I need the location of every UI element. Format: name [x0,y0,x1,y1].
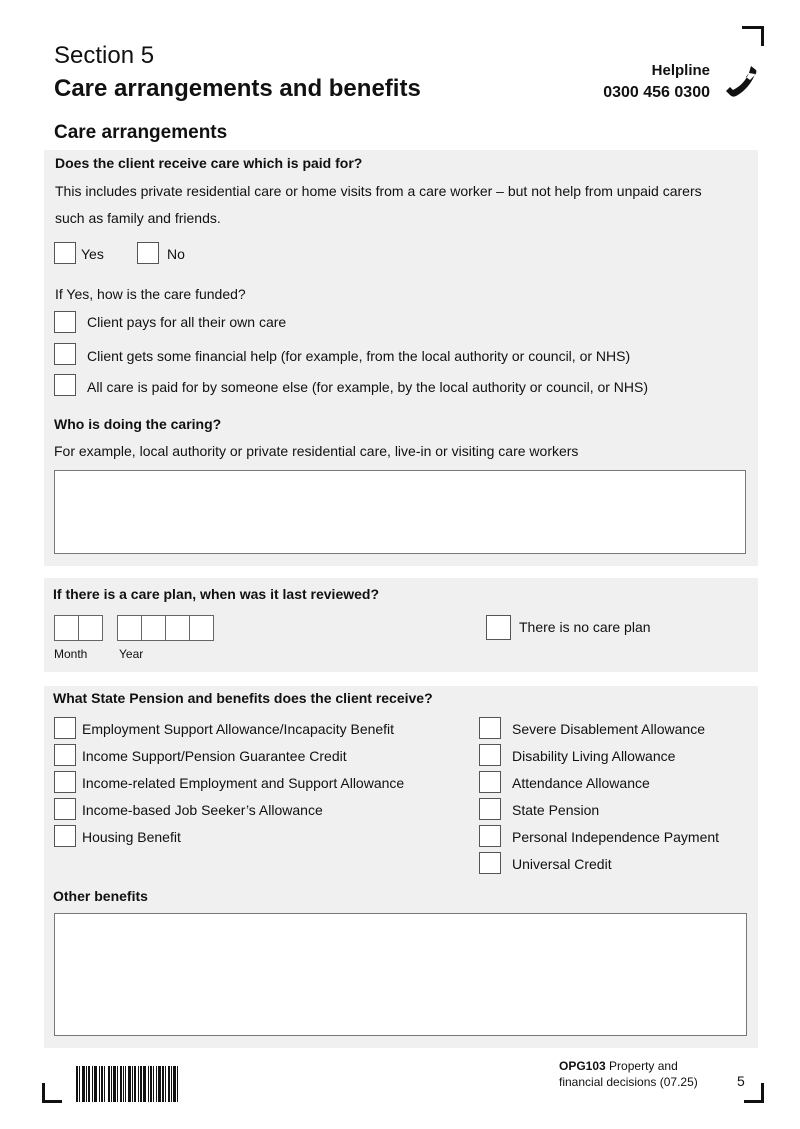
funding-option-checkbox[interactable] [54,311,76,333]
year-input[interactable] [117,615,213,641]
section-number: Section 5 [54,42,155,69]
no-care-plan-label: There is no care plan [519,619,651,635]
no-care-plan-checkbox[interactable] [486,615,511,640]
no-checkbox[interactable] [137,242,159,264]
benefit-checkbox[interactable] [479,825,501,847]
caring-question: Who is doing the caring? [54,416,222,432]
year-digit-box[interactable] [141,615,166,641]
benefit-checkbox[interactable] [479,771,501,793]
year-label: Year [119,647,144,661]
caring-hint: For example, local authority or private residential care, live-in or visiting care workers [54,443,579,459]
benefit-checkbox[interactable] [54,798,76,820]
year-digit-box[interactable] [189,615,214,641]
other-benefits-label: Other benefits [53,888,148,904]
yes-checkbox[interactable] [54,242,76,264]
benefit-checkbox[interactable] [54,717,76,739]
care-plan-question: If there is a care plan, when was it last reviewed? [53,586,380,602]
benefit-label: Universal Credit [512,856,612,872]
section-title: Care arrangements and benefits [54,75,421,102]
benefit-label: Income-based Job Seeker’s Allowance [82,802,323,818]
benefits-question: What State Pension and benefits does the client receive? [53,690,433,706]
benefit-checkbox[interactable] [54,744,76,766]
helpline-number: 0300 456 0300 [603,84,710,101]
form-code: OPG103 [559,1059,606,1073]
funding-option-label: Client pays for all their own care [87,314,287,330]
barcode [76,1066,178,1102]
care-plan-panel [44,578,758,672]
crop-mark-bottom-right [744,1100,764,1103]
benefits-panel [44,686,758,1048]
funding-option-label: All care is paid for by someone else (for example, by the local authority or council, or NHS) [87,379,649,395]
benefit-label: State Pension [512,802,600,818]
yes-label: Yes [81,246,104,262]
paid-care-hint: such as family and friends. [55,210,221,226]
benefit-checkbox[interactable] [479,744,501,766]
form-name-line2: financial decisions (07.25) [559,1075,698,1089]
month-digit-box[interactable] [54,615,79,641]
funded-question: If Yes, how is the care funded? [55,286,246,302]
month-label: Month [54,647,88,661]
phone-icon [722,64,758,100]
page-number: 5 [737,1073,745,1089]
funding-option-label: Client gets some financial help (for example, from the local authority or council, or NHS) [87,348,631,364]
care-arrangements-heading: Care arrangements [54,122,228,143]
benefit-label: Severe Disablement Allowance [512,721,705,737]
form-reference [559,1058,698,1090]
care-panel [44,150,758,566]
month-digit-box[interactable] [78,615,103,641]
benefit-checkbox[interactable] [54,771,76,793]
month-input[interactable] [54,615,102,641]
benefit-label: Housing Benefit [82,829,181,845]
paid-care-hint: This includes private residential care or home visits from a care worker – but not help from unpaid carers [55,183,702,199]
benefit-label: Disability Living Allowance [512,748,676,764]
benefit-label: Attendance Allowance [512,775,650,791]
year-digit-box[interactable] [165,615,190,641]
paid-care-question: Does the client receive care which is paid for? [55,155,363,171]
benefit-label: Income Support/Pension Guarantee Credit [82,748,347,764]
form-name: Property and [609,1059,678,1073]
other-benefits-text-area[interactable] [54,913,747,1036]
helpline-label: Helpline [651,62,710,79]
benefit-checkbox[interactable] [54,825,76,847]
benefit-checkbox[interactable] [479,798,501,820]
benefit-label: Personal Independence Payment [512,829,720,845]
benefit-checkbox[interactable] [479,852,501,874]
funding-option-checkbox[interactable] [54,374,76,396]
no-label: No [167,246,185,262]
crop-mark-top-right [761,26,764,46]
benefit-checkbox[interactable] [479,717,501,739]
year-digit-box[interactable] [117,615,142,641]
caring-text-area[interactable] [54,470,746,554]
benefit-label: Income-related Employment and Support Allowance [82,775,405,791]
funding-option-checkbox[interactable] [54,343,76,365]
crop-mark-bottom-left [42,1100,62,1103]
benefit-label: Employment Support Allowance/Incapacity Benefit [82,721,395,737]
